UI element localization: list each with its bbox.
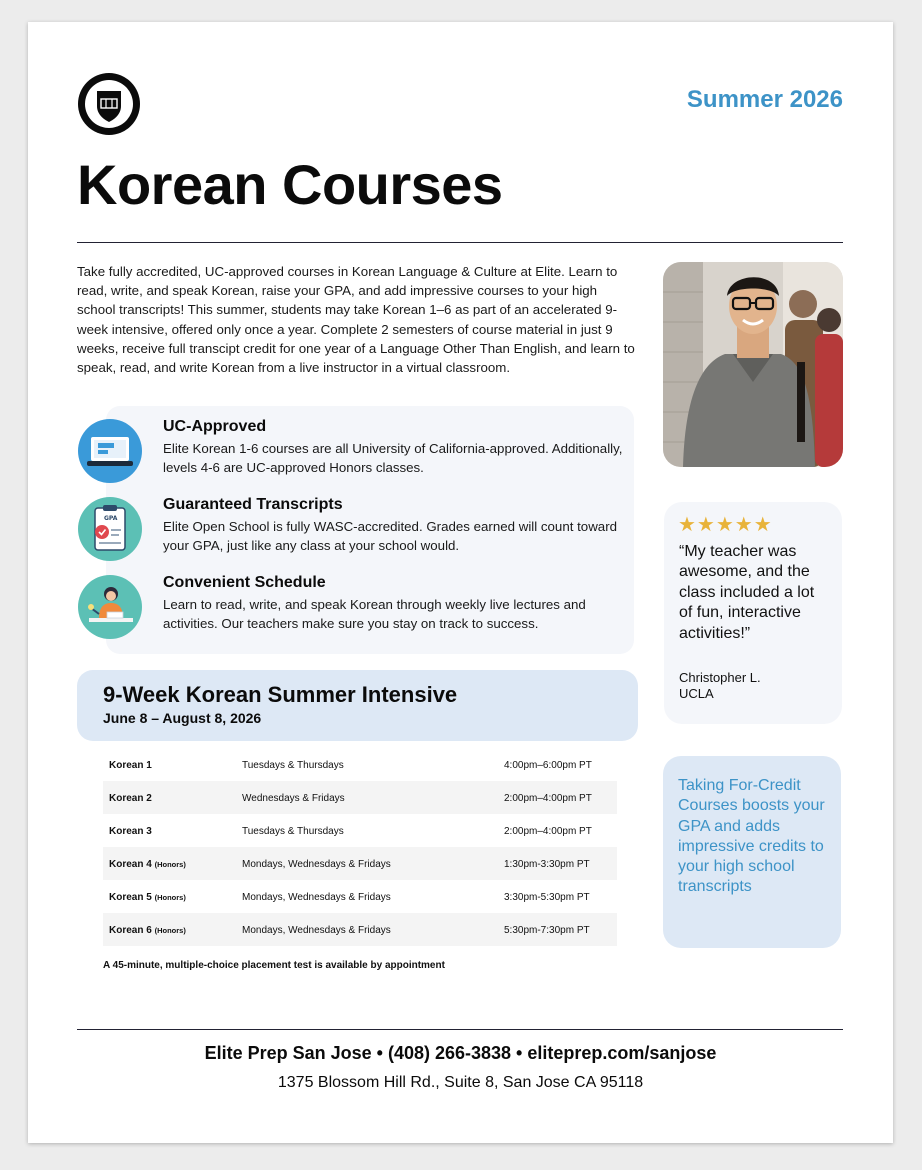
testimonial-quote: “My teacher was awesome, and the class included a lot of fun, interactive activities!”	[679, 543, 815, 642]
elite-shield-logo-icon	[77, 72, 141, 136]
feature-desc: Learn to read, write, and speak Korean through weekly live lectures and activities. Our teachers make sure you stay on track to success.	[163, 597, 586, 631]
testimonial-attribution	[679, 670, 761, 702]
table-row	[103, 880, 617, 913]
testimonial-author: Christopher L.	[679, 670, 761, 685]
honors-tag: (Honors)	[154, 926, 186, 935]
course-name: Korean 1	[109, 760, 152, 771]
course-time: 3:30pm-5:30pm PT	[504, 892, 590, 903]
honors-tag: (Honors)	[154, 893, 186, 902]
student-studying-icon	[77, 574, 143, 640]
course-name: Korean 2	[109, 793, 152, 804]
intensive-dates: June 8 – August 8, 2026	[103, 710, 262, 726]
table-row	[103, 847, 617, 880]
course-name: Korean 4 (Honors)	[109, 859, 186, 870]
course-time: 4:00pm–6:00pm PT	[504, 760, 592, 771]
flyer-page	[28, 22, 893, 1143]
feature-desc: Elite Open School is fully WASC-accredited. Grades earned will count toward your GPA, just like any class at your school would.	[163, 519, 618, 553]
course-time: 5:30pm-7:30pm PT	[504, 925, 590, 936]
table-row	[103, 748, 617, 781]
footer-contact: Elite Prep San Jose • (408) 266-3838 • eliteprep.com/sanjose	[204, 1043, 717, 1063]
table-row	[103, 814, 617, 847]
course-days: Mondays, Wednesdays & Fridays	[242, 859, 391, 870]
testimonial-school: UCLA	[679, 686, 714, 701]
top-divider	[77, 242, 843, 243]
course-name: Korean 5 (Honors)	[109, 892, 186, 903]
course-days: Mondays, Wednesdays & Fridays	[242, 892, 391, 903]
credit-callout-text: Taking For-Credit Courses boosts your GPA and adds impressive credits to your high school transcripts	[678, 777, 825, 896]
course-name: Korean 3	[109, 826, 152, 837]
table-row	[103, 781, 617, 814]
feature-title: UC-Approved	[163, 418, 267, 435]
gpa-clipboard-icon	[77, 496, 143, 562]
honors-tag: (Honors)	[154, 860, 186, 869]
course-name: Korean 6 (Honors)	[109, 925, 186, 936]
course-time: 2:00pm–4:00pm PT	[504, 826, 592, 837]
intensive-title: 9-Week Korean Summer Intensive	[103, 682, 458, 707]
course-days: Tuesdays & Thursdays	[242, 760, 344, 771]
laptop-icon	[77, 418, 143, 484]
svg-text:GPA: GPA	[104, 515, 118, 522]
intro-paragraph: Take fully accredited, UC-approved courses in Korean Language & Culture at Elite. Learn to read, write, and speak Korean, raise your GPA, and add impressive courses to your high school transcripts! This summer, students may take Korean 1–6 as part of an accelerated 9-week intensive, offered only once a year. Complete 2 semesters of course material in just 9 weeks, receive full transcipt credit for one year of a Language Other Than English, and learn to speak, read, and write Korean from a live instructor in a virtual classroom.	[77, 264, 635, 376]
course-time: 2:00pm–4:00pm PT	[504, 793, 592, 804]
feature-title: Convenient Schedule	[163, 574, 326, 591]
course-days: Tuesdays & Thursdays	[242, 826, 344, 837]
intensive-banner	[77, 670, 638, 741]
feature-desc: Elite Korean 1-6 courses are all University of California-approved. Additionally, levels 4-6 are UC-approved Honors classes.	[163, 441, 623, 475]
student-photo	[663, 262, 843, 467]
rating-stars: ★★★★★	[678, 514, 773, 536]
course-days: Mondays, Wednesdays & Fridays	[242, 925, 391, 936]
placement-test-note: A 45-minute, multiple-choice placement test is available by appointment	[103, 960, 445, 971]
table-row	[103, 913, 617, 946]
footer-address: 1375 Blossom Hill Rd., Suite 8, San Jose CA 95118	[277, 1074, 644, 1091]
season-label: Summer 2026	[686, 86, 843, 113]
testimonial-card	[664, 502, 842, 724]
credit-callout-card	[663, 756, 841, 948]
bottom-divider	[77, 1029, 843, 1030]
schedule-table	[103, 748, 617, 946]
page-title: Korean Courses	[77, 153, 503, 216]
course-days: Wednesdays & Fridays	[242, 793, 345, 804]
course-time: 1:30pm-3:30pm PT	[504, 859, 590, 870]
feature-title: Guaranteed Transcripts	[163, 496, 343, 513]
